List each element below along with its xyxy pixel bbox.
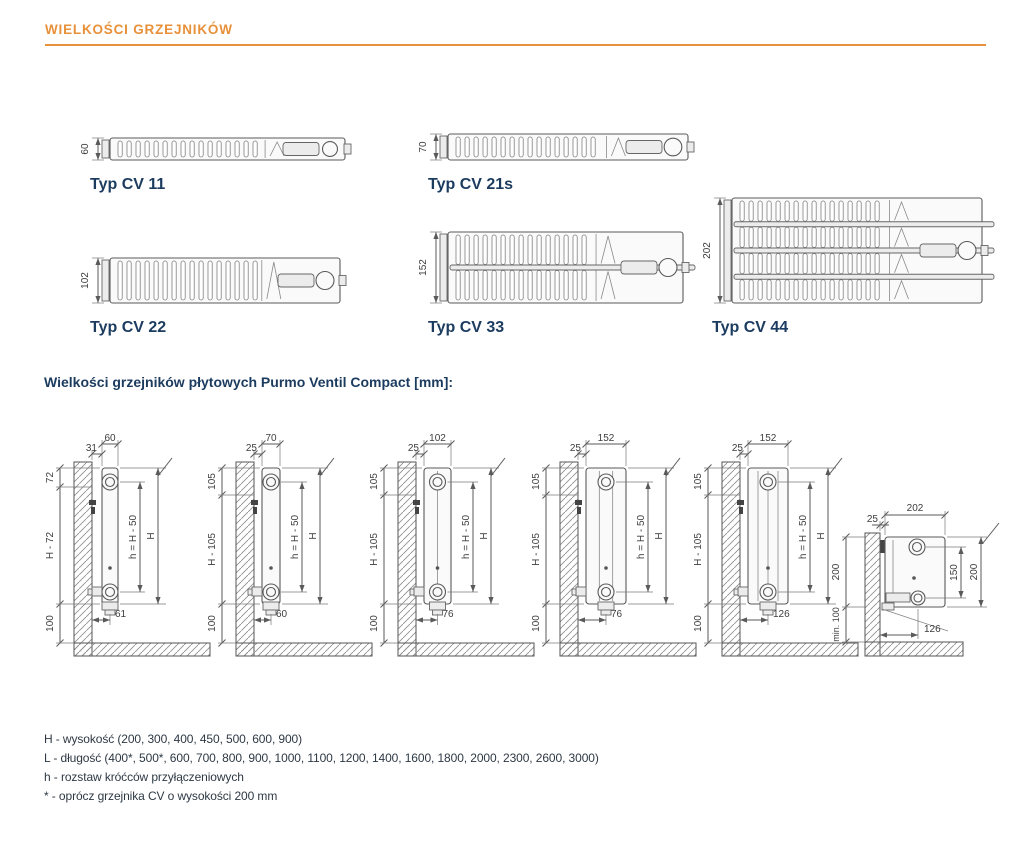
cross-section-diagram-1	[206, 428, 374, 660]
dimension-label: 150	[949, 564, 960, 581]
dimension-label: H	[146, 532, 157, 540]
dimension-label: h = H - 50	[128, 514, 139, 560]
cv44-type-label: Typ CV 44	[712, 319, 789, 336]
dimension-label: 100	[207, 615, 218, 632]
dimension-label: 31	[85, 443, 97, 454]
legend-line-L: L - długość (400*, 500*, 600, 700, 800, 900, 1000, 1100, 1200, 1400, 1600, 1800, 2000, 2300, 2600, 3000)	[44, 751, 599, 765]
figure-cv21s-top-view	[416, 126, 716, 194]
dimension-label: min. 100	[831, 607, 841, 642]
figure-cv11-top-view	[78, 130, 378, 194]
cv11-type-label: Typ CV 11	[90, 176, 166, 193]
legend-line-H: H - wysokość (200, 300, 400, 450, 500, 600, 900)	[44, 732, 303, 746]
dimension-label: 25	[569, 443, 581, 454]
cv11-drawing-slot	[78, 130, 378, 173]
legend	[44, 730, 599, 806]
cv33-type-label: Typ CV 33	[428, 319, 505, 336]
dimension-label: 105	[369, 473, 380, 490]
dimension-label: 152	[597, 433, 615, 444]
dimension-label: H	[308, 532, 319, 540]
dimension-label: 60	[80, 143, 91, 155]
top-view-drawing-1	[416, 126, 716, 168]
dimension-label: 25	[731, 443, 743, 454]
header-rule	[45, 44, 986, 46]
dimension-label: 25	[866, 514, 878, 525]
dimension-label: H	[479, 532, 490, 540]
dimension-label: H	[816, 532, 827, 540]
dimension-label: 76	[611, 609, 623, 620]
dimension-label: 126	[773, 609, 790, 620]
cv21s-drawing-slot	[416, 126, 716, 173]
cv22-type-label: Typ CV 22	[90, 319, 167, 336]
dimension-label: 70	[265, 433, 277, 444]
dimension-label: 25	[407, 443, 419, 454]
dimension-label: 102	[429, 433, 446, 444]
cross-section-diagram-3	[530, 428, 698, 660]
dimension-label: 152	[759, 433, 777, 444]
figure-cv33-top-view	[416, 224, 716, 337]
dimension-label: 102	[80, 272, 91, 289]
top-view-drawing-0	[78, 130, 378, 168]
dimension-label: 100	[369, 615, 380, 632]
dimension-label: H	[654, 532, 665, 540]
dimension-label: 105	[207, 473, 218, 490]
corner-detail-diagram	[828, 428, 1027, 660]
cv44-drawing-slot	[700, 190, 1000, 316]
cross-section-diagram-2	[368, 428, 536, 660]
top-view-drawing-4	[700, 190, 1000, 311]
dimension-label: 60	[276, 609, 288, 620]
dimension-label: 76	[442, 609, 454, 620]
cv33-drawing-slot	[416, 224, 716, 316]
page-title: WIELKOŚCI GRZEJNIKÓW	[45, 22, 233, 37]
cv22-drawing-slot	[78, 250, 378, 316]
dimension-label: 61	[115, 609, 127, 620]
dimension-label: 202	[906, 503, 924, 514]
dimension-label: 60	[104, 433, 116, 444]
dimension-label: 152	[418, 259, 429, 276]
dimension-label: 105	[531, 473, 542, 490]
legend-line-h: h - rozstaw króćców przyłączeniowych	[44, 770, 244, 784]
dimension-label: 105	[693, 473, 704, 490]
dimension-label: 100	[531, 615, 542, 632]
dimension-label: 70	[418, 141, 429, 153]
cross-section-diagram-0	[44, 428, 212, 660]
dimension-label: H - 105	[369, 533, 380, 566]
dimension-label: h = H - 50	[290, 514, 301, 560]
legend-line-asterisk: * - oprócz grzejnika CV o wysokości 200 mm	[44, 789, 278, 803]
dimension-label: 25	[245, 443, 257, 454]
dimension-label: H - 105	[693, 533, 704, 566]
figure-cv44-top-view	[700, 190, 1000, 337]
dimension-label: h = H - 50	[798, 514, 809, 560]
dimension-label: 200	[831, 563, 842, 581]
dimension-label: h = H - 50	[461, 514, 472, 560]
cv21s-type-label: Typ CV 21s	[428, 176, 514, 193]
dimension-label: 200	[969, 563, 980, 581]
dimension-label: h = H - 50	[636, 514, 647, 560]
dimension-label: H - 72	[45, 531, 56, 560]
dimension-label: H - 105	[207, 533, 218, 566]
top-view-drawing-2	[78, 250, 378, 311]
section-title: Wielkości grzejników płytowych Purmo Ventil Compact [mm]:	[44, 374, 454, 390]
figure-cv22-top-view	[78, 250, 378, 337]
dimension-label: 202	[702, 242, 713, 259]
dimension-label: 100	[693, 615, 704, 632]
top-view-drawing-3	[416, 224, 716, 311]
dimension-label: 100	[45, 615, 56, 632]
dimension-label: H - 105	[531, 533, 542, 566]
dimension-label: 72	[45, 471, 56, 484]
dimension-label: 126	[924, 624, 941, 635]
